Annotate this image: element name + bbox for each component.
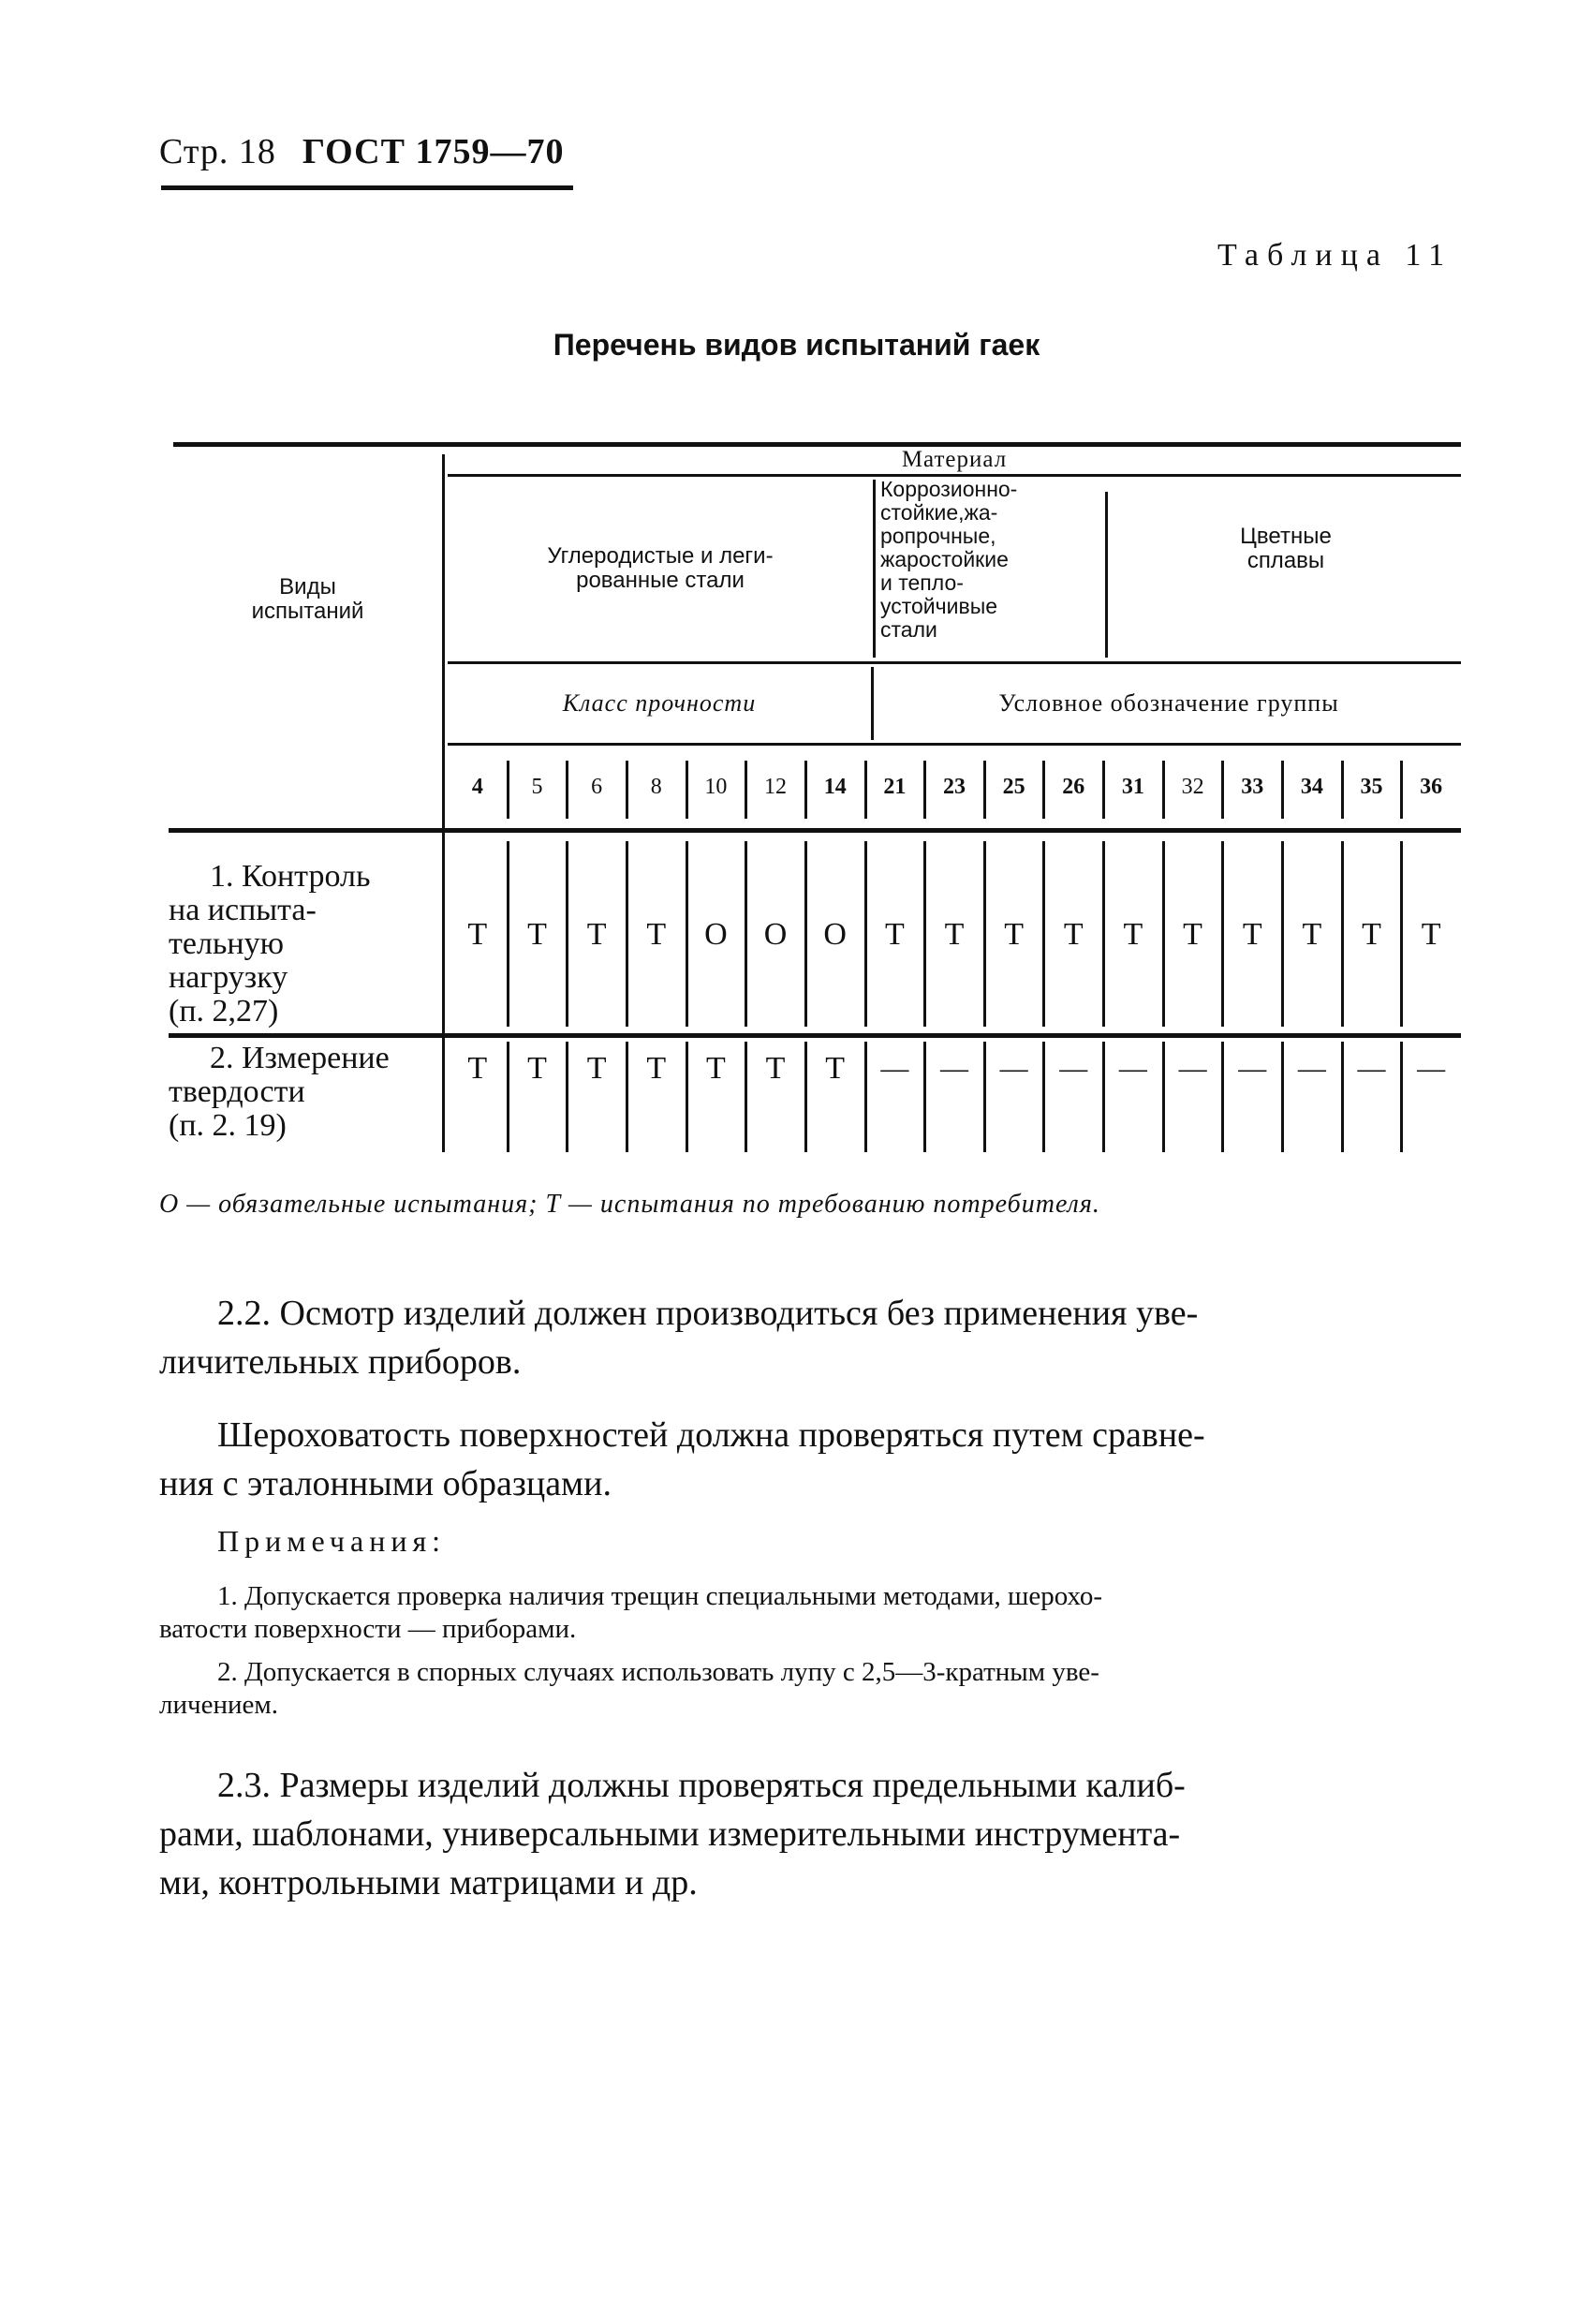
row-header-label [173,562,442,637]
page-number: Стр. 18 [159,132,276,171]
table-cell: Т [944,916,965,952]
row-label-line: тельную [169,926,285,961]
column-header-5: 5 [531,774,543,799]
rule-under-class-header [448,743,1461,746]
paragraph-2-3 [159,1761,1461,1907]
table-cell: Т [1362,916,1381,952]
column-header-31: 31 [1121,774,1144,799]
p2-2-line2: личительных приборов. [159,1342,522,1382]
table-cell: Т [1004,916,1025,952]
table-cell: Т [765,1051,786,1086]
column-separator [745,761,747,819]
table-cell: — [1417,1053,1446,1084]
header-line: стойкие,жа- [880,500,998,525]
header-line: и тепло- [880,570,964,595]
p2-2-line1: 2.2. Осмотр изделий должен производиться без применения уве- [217,1294,1199,1333]
page-header [159,131,564,172]
note-2 [159,1656,1461,1722]
column-header-25: 25 [1002,774,1025,799]
table-cell: — [1238,1053,1267,1084]
header-line: жаростойкие [880,547,1009,571]
table-cell: — [1118,1053,1147,1084]
table-cell: Т [646,916,667,952]
table-cell: Т [586,1051,607,1086]
column-header-14: 14 [823,774,847,799]
standard-id: ГОСТ 1759—70 [302,132,565,171]
table-cell: — [1178,1053,1207,1084]
table-cell: Т [1063,916,1084,952]
table-cell: Т [884,916,905,952]
header-line: устойчивые [880,594,998,618]
roughness-line2: ния с эталонными образцами. [159,1464,612,1503]
row-header-text: Виды испытаний [251,574,364,624]
column-header-33: 33 [1241,774,1264,799]
row-label-line: твердости [169,1074,305,1109]
column-separator [1042,761,1045,819]
row-label-line: 2. Измерение [210,1041,390,1075]
row-label-hardness [169,1042,445,1143]
column-separator [804,761,807,819]
column-separator [1162,761,1165,819]
column-header-34: 34 [1300,774,1323,799]
column-separator [686,761,688,819]
table-legend: О — обязательные испытания; Т — испытания по требованию потребителя. [159,1190,1100,1219]
table-cell: Т [467,1051,488,1086]
table-cell: Т [1421,916,1441,952]
table-cell: Т [1183,916,1202,952]
paragraph-roughness [159,1411,1461,1508]
table-cell: Т [646,1051,667,1086]
header-line: Углеродистые и леги- [547,543,774,569]
header-line: рованные стали [576,568,745,593]
table-cell: Т [467,916,488,952]
roughness-line1: Шероховатость поверхностей должна проверяться путем сравне- [217,1415,1205,1455]
table-cell: Т [1123,916,1143,952]
column-header-26: 26 [1062,774,1085,799]
class-group-separator [871,667,874,740]
column-separator [1221,761,1224,819]
p2-3-line3: ми, контрольными матрицами и др. [159,1863,698,1902]
table-cell: Т [1242,916,1262,952]
table-cell: — [939,1053,968,1084]
table-title: Перечень видов испытаний гаек [553,328,1040,362]
row-label-line: на испыта- [169,893,317,927]
row-label-load-test [169,860,440,1029]
note1-line2: ватости поверхности — приборами. [159,1614,577,1644]
table-cell: Т [586,916,607,952]
row-label-line: (п. 2,27) [169,994,279,1029]
note2-line1: 2. Допускается в спорных случаях использовать лупу с 2,5—3-кратным уве- [217,1657,1099,1687]
column-header-8: 8 [650,774,662,799]
column-separator [442,761,445,819]
column-separator [566,761,568,819]
column-separator [923,761,926,819]
column-separator [1281,761,1284,819]
paragraph-2-2 [159,1289,1461,1386]
header-line: Цветные [1240,524,1332,549]
p2-3-line2: рами, шаблонами, универсальными измерительными инструмента- [159,1814,1181,1854]
note2-line2: личением. [159,1690,278,1720]
column-separator [1341,761,1344,819]
group-header: Условное обозначение группы [998,689,1339,717]
note-1 [159,1580,1461,1646]
material-header: Материал [901,447,1008,472]
table-cell: — [1357,1053,1386,1084]
table-cell: Т [527,1051,547,1086]
notes-title: Примечания: [217,1524,447,1558]
table-number: Таблица 11 [1217,238,1453,273]
note1-line1: 1. Допускается проверка наличия трещин специальными методами, шерохо- [217,1581,1103,1611]
table-cell: — [1297,1053,1326,1084]
header-line: ропрочные, [880,524,996,548]
column-header-6: 6 [591,774,603,799]
header-line: сплавы [1246,548,1325,573]
table-cell: Т [527,916,547,952]
table-cell: О [704,916,728,952]
table-cell: О [823,916,847,952]
column-header-36: 36 [1420,774,1443,799]
group-separator-1 [873,480,876,658]
column-separator [983,761,986,819]
row-label-line: нагрузку [169,960,288,995]
table-cell: — [880,1053,909,1084]
header-rule [161,185,573,190]
table-cell: Т [1302,916,1322,952]
table-cell: О [763,916,788,952]
p2-3-line1: 2.3. Размеры изделий должны проверяться предельными калиб- [217,1766,1186,1805]
material-group-carbon-alloy [448,480,873,658]
table-cell: Т [825,1051,846,1086]
class-header: Класс прочности [562,689,757,717]
header-line: стали [880,617,937,642]
column-header-23: 23 [942,774,966,799]
header-line: Коррозионно- [880,477,1018,501]
column-separator [507,761,509,819]
column-header-12: 12 [764,774,788,799]
row-label-line: 1. Контроль [210,859,371,894]
table-cell: — [1059,1053,1088,1084]
material-group-nonferrous [1111,480,1461,573]
column-header-21: 21 [883,774,907,799]
material-group-corrosion-resistant [880,478,1105,660]
column-separator [864,761,867,819]
row-label-line: (п. 2. 19) [169,1108,287,1143]
column-separator [626,761,628,819]
table-cell: — [999,1053,1028,1084]
table-cell: Т [706,1051,726,1086]
rule-between-rows [169,1033,1461,1038]
rule-under-header [169,828,1461,833]
rule-under-material-groups [448,661,1461,664]
column-header-35: 35 [1360,774,1383,799]
column-header-4: 4 [471,774,483,799]
column-header-10: 10 [704,774,728,799]
column-separator [1102,761,1105,819]
column-separator [442,841,445,1027]
column-separator [1400,761,1403,819]
group-separator-2 [1105,492,1108,658]
column-header-32: 32 [1181,774,1204,799]
